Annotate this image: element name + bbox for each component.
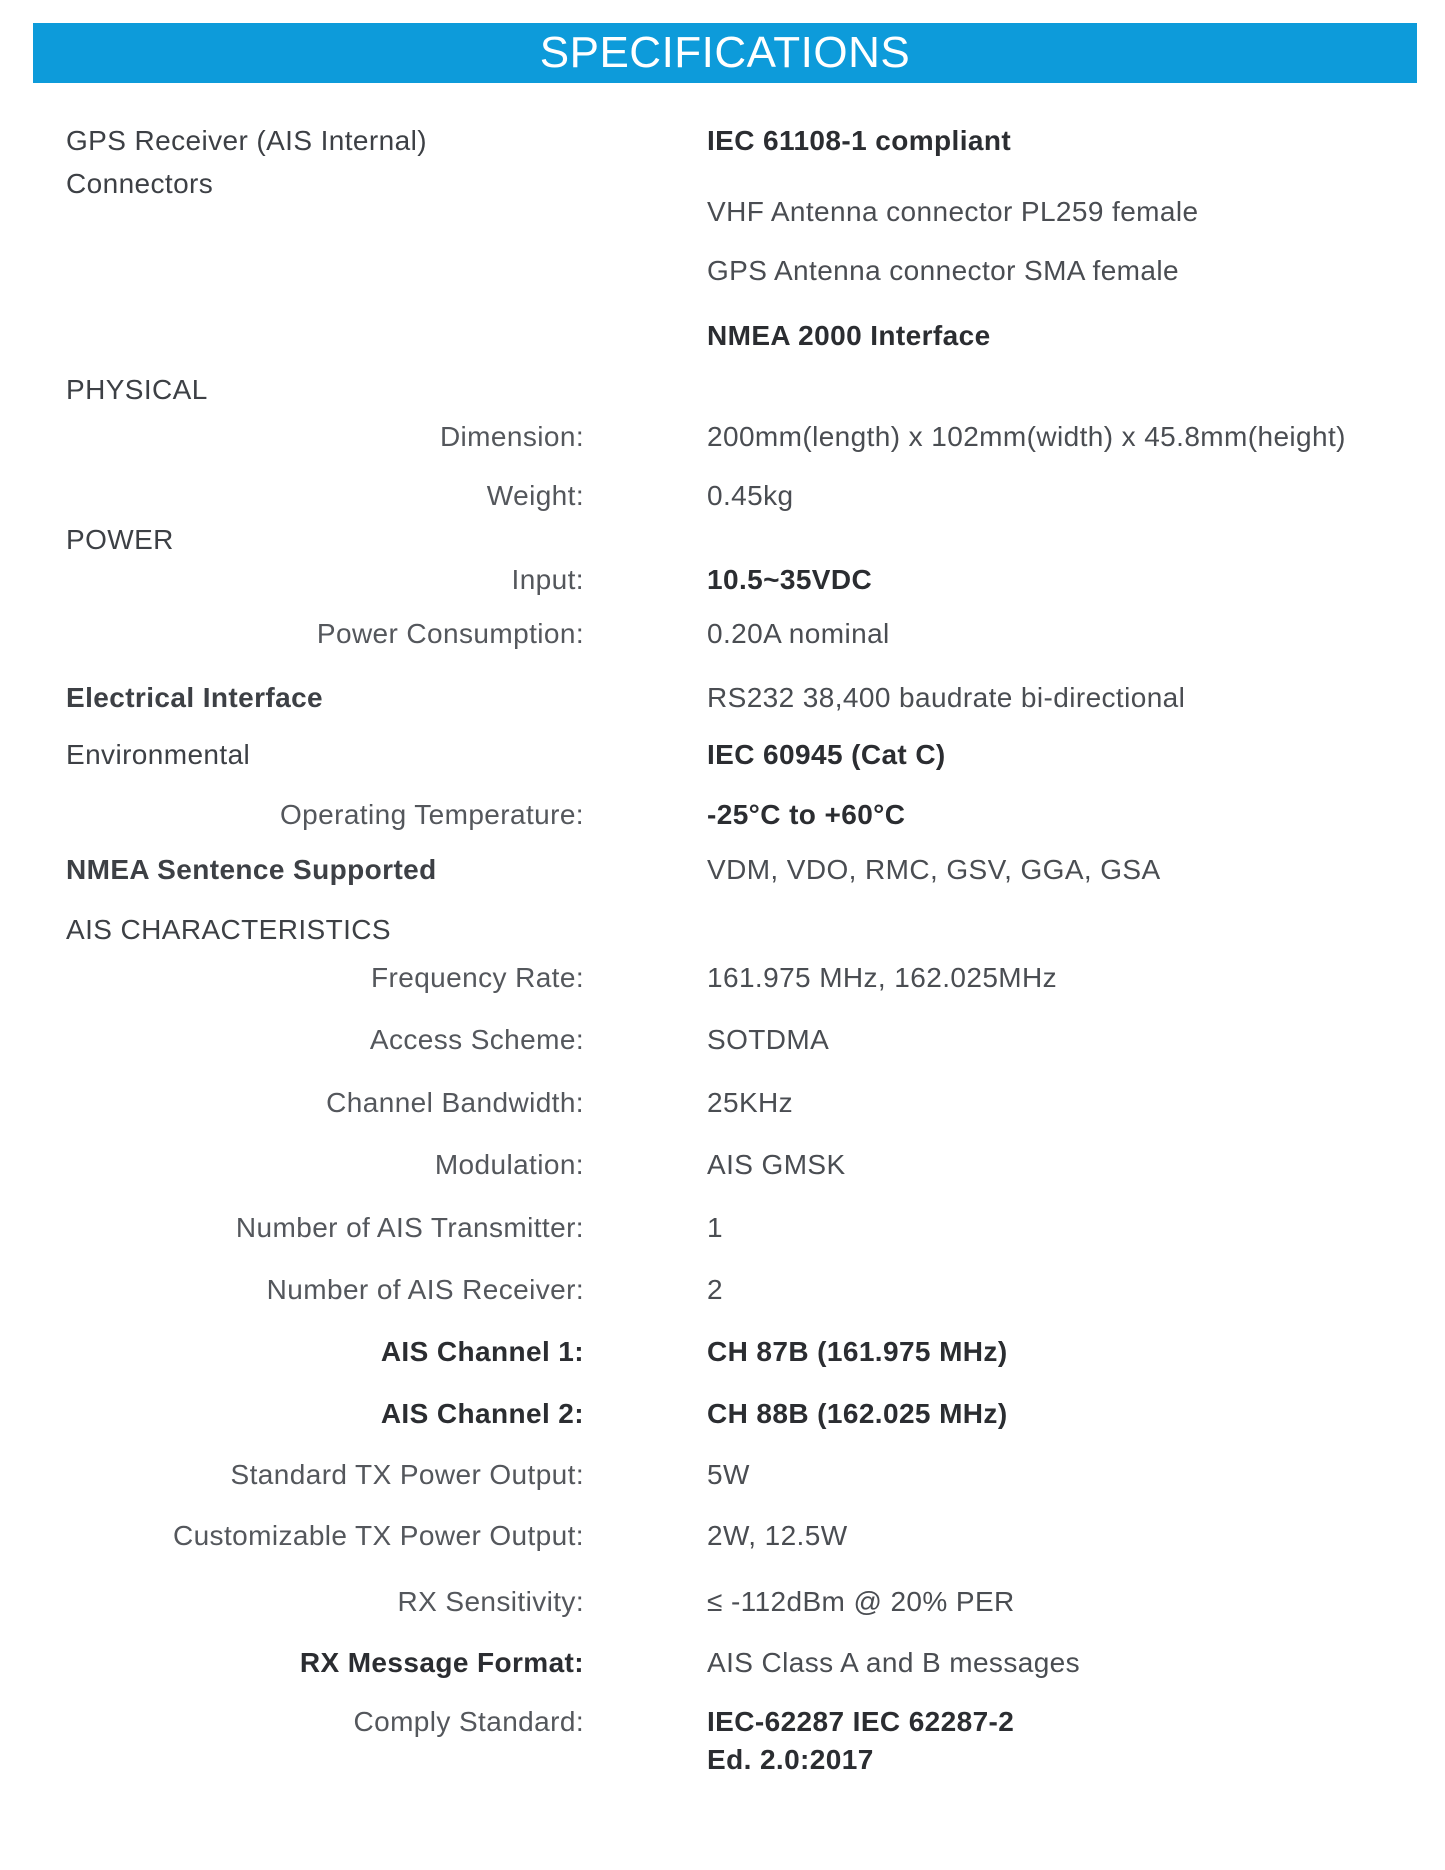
spec-row-modulation <box>0 1147 1445 1183</box>
spec-row-nmea2000 <box>0 318 1445 354</box>
spec-row-rx-sensitivity <box>0 1584 1445 1620</box>
spec-row-operating-temperature <box>0 797 1445 833</box>
spec-label: Weight: <box>486 480 584 511</box>
spec-label: Operating Temperature: <box>279 799 584 830</box>
spec-row-channel-bandwidth <box>0 1085 1445 1121</box>
spec-label: Power Consumption: <box>316 618 584 649</box>
spec-value: CH 88B (162.025 MHz) <box>707 1398 1008 1429</box>
spec-value: 0.20A nominal <box>707 618 890 649</box>
spec-row-comply-standard-line2 <box>0 1742 1445 1778</box>
spec-value: SOTDMA <box>707 1024 830 1055</box>
spec-value: 2 <box>707 1274 723 1305</box>
spec-row-num-receiver <box>0 1272 1445 1308</box>
spec-label: Environmental <box>66 739 251 770</box>
spec-label: RX Sensitivity: <box>397 1586 584 1617</box>
spec-row-ais-channel-2 <box>0 1396 1445 1432</box>
spec-label: Input: <box>511 564 584 595</box>
specifications-title-banner <box>33 23 1417 83</box>
page-title: SPECIFICATIONS <box>539 28 911 77</box>
section-physical <box>0 372 1445 408</box>
spec-row-vhf-antenna <box>0 194 1445 230</box>
spec-row-gps-antenna <box>0 253 1445 289</box>
spec-row-standard-tx-power <box>0 1457 1445 1493</box>
spec-value: 0.45kg <box>707 480 794 511</box>
spec-label: Standard TX Power Output: <box>230 1459 584 1490</box>
spec-label: Connectors <box>66 168 214 199</box>
spec-label: Electrical Interface <box>66 682 324 713</box>
spec-label: AIS Channel 2: <box>380 1398 584 1429</box>
spec-row-power-consumption <box>0 616 1445 652</box>
spec-label: Number of AIS Transmitter: <box>235 1212 584 1243</box>
spec-row-weight <box>0 478 1445 514</box>
spec-value: IEC 60945 (Cat C) <box>707 739 946 770</box>
spec-row-dimension <box>0 419 1445 455</box>
spec-label: AIS Channel 1: <box>380 1336 584 1367</box>
section-power <box>0 522 1445 558</box>
spec-label: Channel Bandwidth: <box>326 1087 584 1118</box>
spec-label: Dimension: <box>439 421 584 452</box>
spec-label: GPS Receiver (AIS Internal) <box>66 125 427 156</box>
spec-label: Customizable TX Power Output: <box>172 1520 584 1551</box>
spec-row-input <box>0 562 1445 598</box>
spec-value: Ed. 2.0:2017 <box>707 1744 874 1775</box>
spec-value: 10.5~35VDC <box>707 564 873 595</box>
spec-value: GPS Antenna connector SMA female <box>707 255 1179 286</box>
spec-value: -25°C to +60°C <box>707 799 906 830</box>
spec-value: VDM, VDO, RMC, GSV, GGA, GSA <box>707 854 1161 885</box>
spec-label: Access Scheme: <box>369 1024 584 1055</box>
spec-value: 5W <box>707 1459 750 1490</box>
spec-value: 1 <box>707 1212 723 1243</box>
spec-row-comply-standard <box>0 1704 1445 1740</box>
spec-row-num-transmitter <box>0 1210 1445 1246</box>
spec-value: 200mm(length) x 102mm(width) x 45.8mm(height) <box>707 421 1346 452</box>
spec-row-electrical-interface <box>0 680 1445 716</box>
section-label: PHYSICAL <box>66 374 208 405</box>
spec-value: AIS GMSK <box>707 1149 846 1180</box>
spec-value: IEC 61108-1 compliant <box>707 125 1012 156</box>
spec-row-environmental <box>0 737 1445 773</box>
section-ais-characteristics <box>0 912 1445 948</box>
spec-value: 25KHz <box>707 1087 794 1118</box>
spec-value: IEC-62287 IEC 62287-2 <box>707 1706 1015 1737</box>
spec-label: NMEA Sentence Supported <box>66 854 437 885</box>
spec-label: Frequency Rate: <box>371 962 584 993</box>
spec-value: 161.975 MHz, 162.025MHz <box>707 962 1058 993</box>
spec-value: NMEA 2000 Interface <box>707 320 991 351</box>
spec-row-nmea-sentence <box>0 852 1445 888</box>
spec-label: RX Message Format: <box>299 1647 584 1678</box>
spec-row-rx-message-format <box>0 1645 1445 1681</box>
section-label: POWER <box>66 524 174 555</box>
spec-row-ais-channel-1 <box>0 1334 1445 1370</box>
spec-value: VHF Antenna connector PL259 female <box>707 196 1199 227</box>
spec-row-gps-receiver <box>0 123 1445 159</box>
spec-value: AIS Class A and B messages <box>707 1647 1081 1678</box>
spec-value: 2W, 12.5W <box>707 1520 848 1551</box>
spec-label: Comply Standard: <box>353 1706 584 1737</box>
spec-row-custom-tx-power <box>0 1518 1445 1554</box>
spec-value: RS232 38,400 baudrate bi-directional <box>707 682 1186 713</box>
spec-value: ≤ -112dBm @ 20% PER <box>707 1586 1015 1617</box>
spec-label: Modulation: <box>434 1149 584 1180</box>
spec-value: CH 87B (161.975 MHz) <box>707 1336 1008 1367</box>
spec-label: Number of AIS Receiver: <box>266 1274 584 1305</box>
spec-row-frequency-rate <box>0 960 1445 996</box>
section-label: AIS CHARACTERISTICS <box>66 914 391 945</box>
spec-row-access-scheme <box>0 1022 1445 1058</box>
